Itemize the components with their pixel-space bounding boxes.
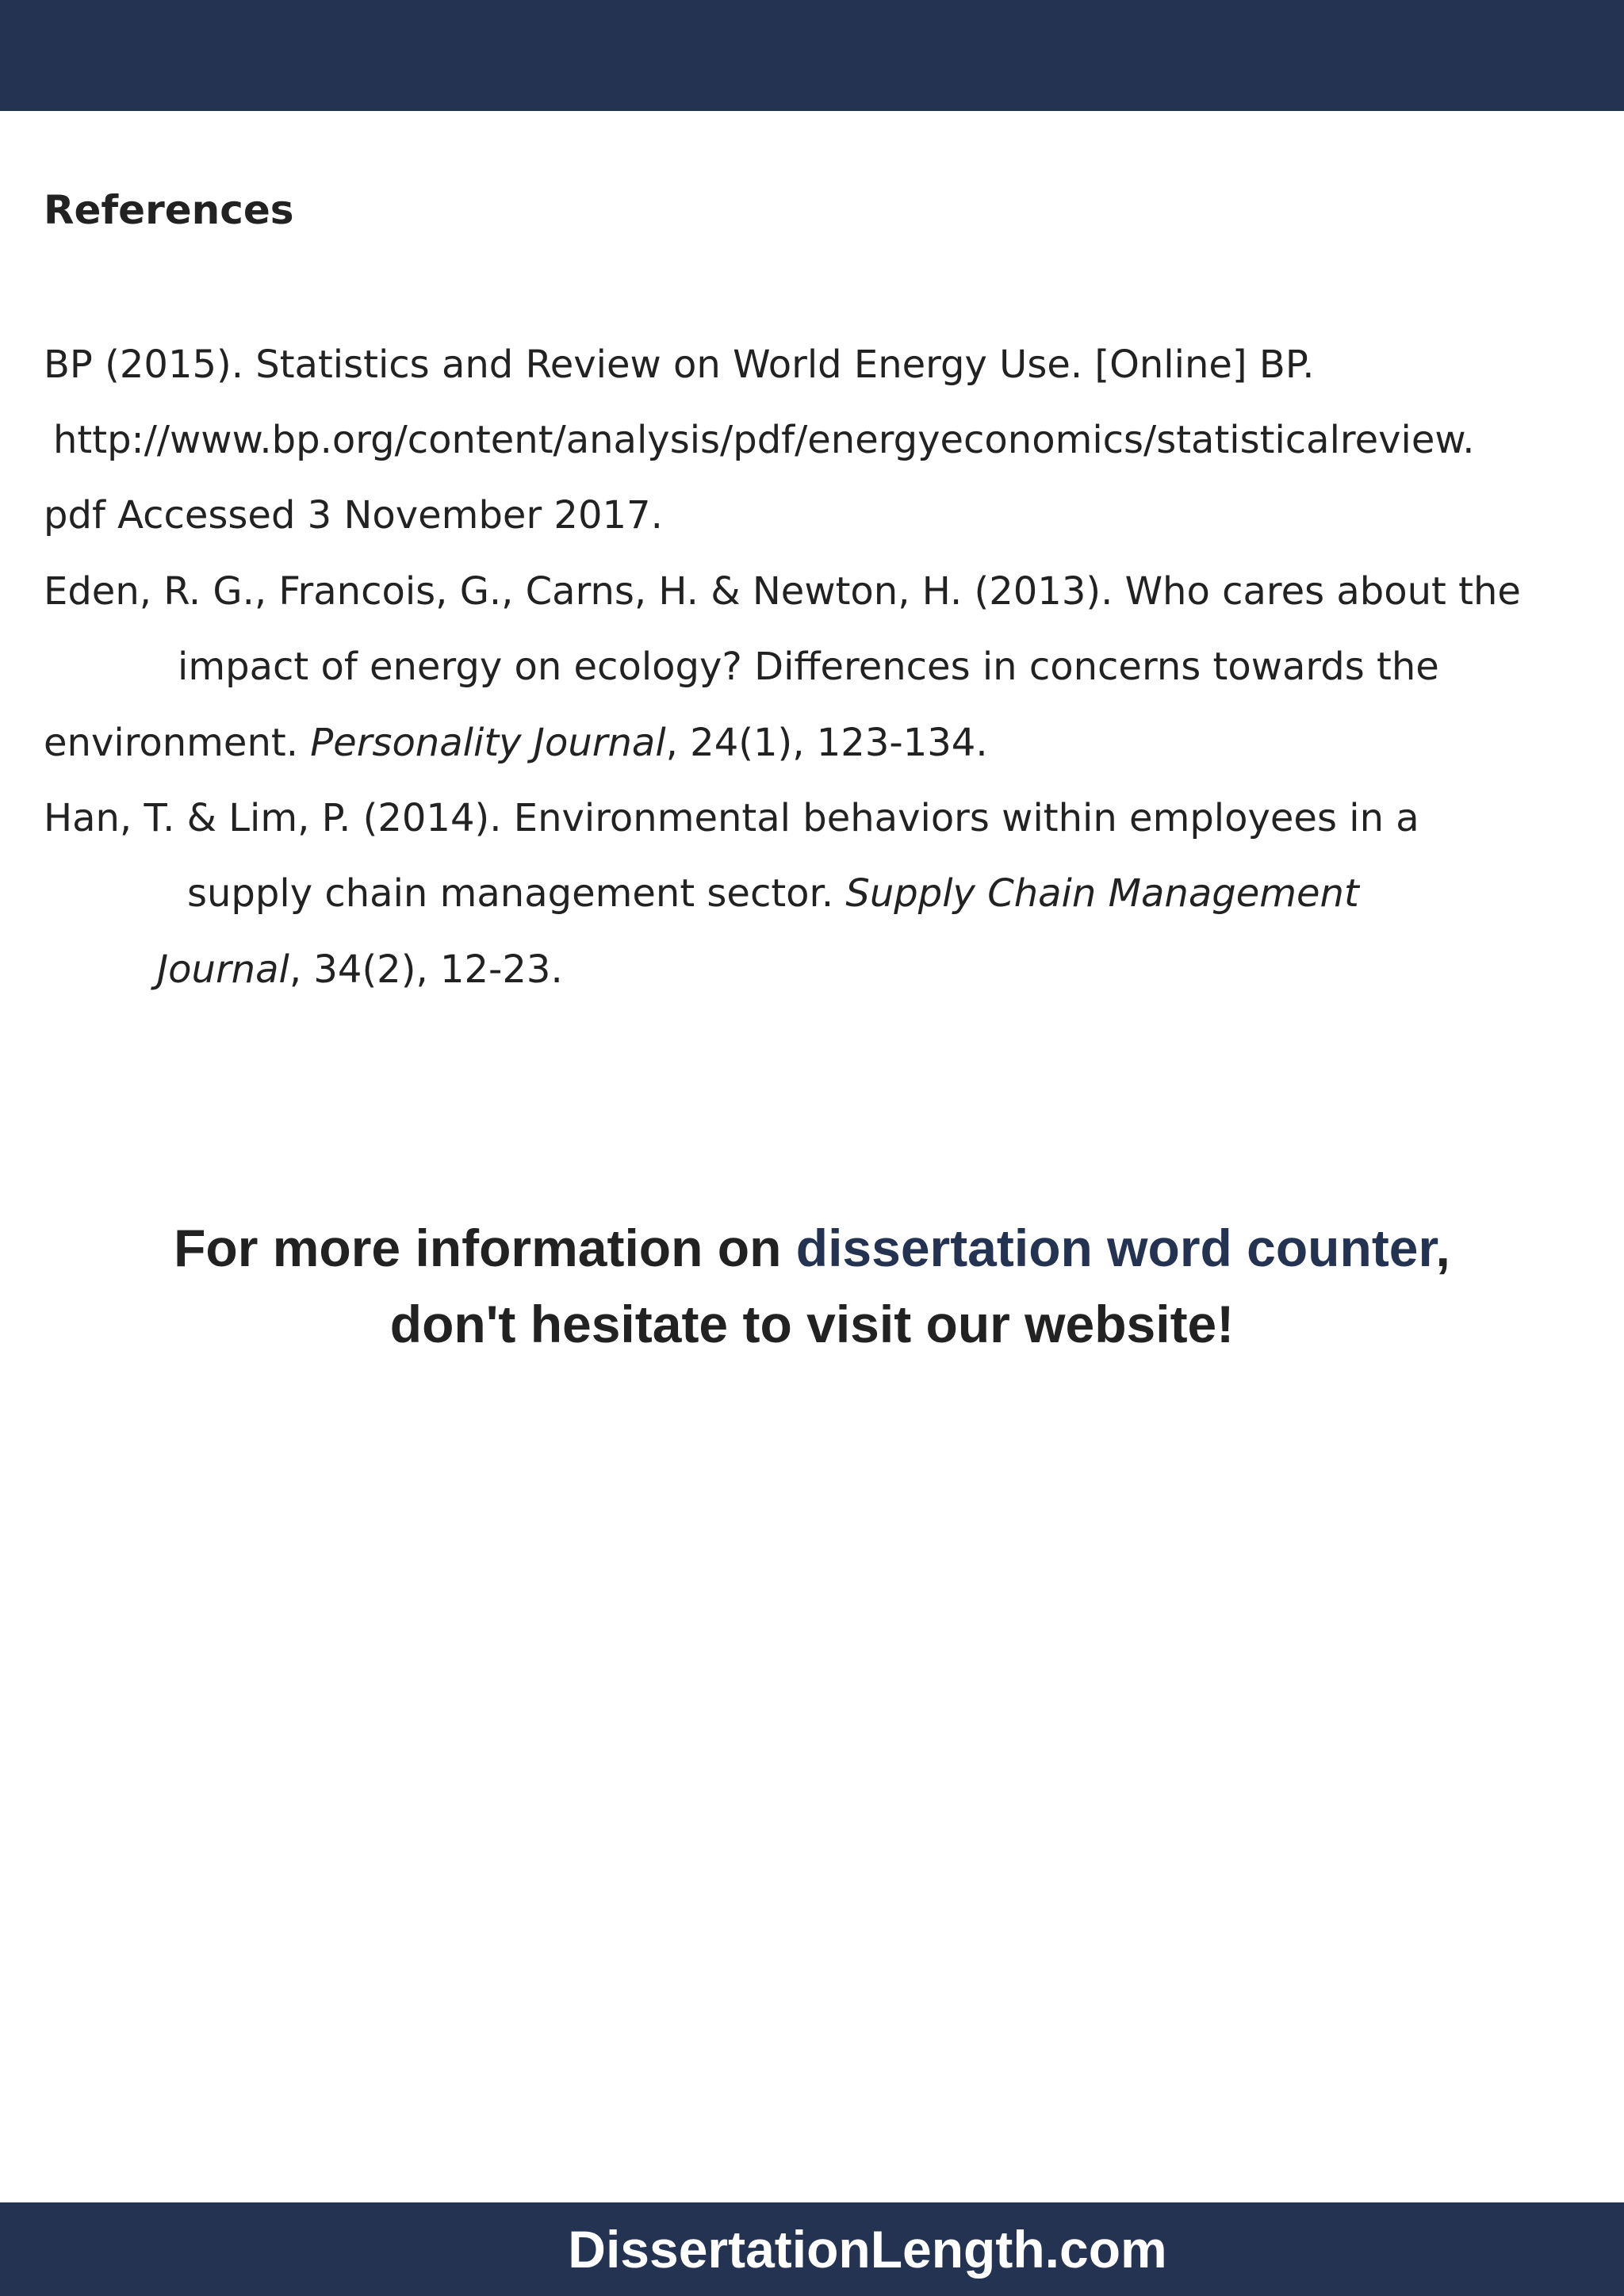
reference-text: , 24(1), 123-134.: [665, 721, 988, 765]
reference-text: pdf Accessed 3 November 2017.: [44, 493, 663, 538]
reference-3-line-3: [157, 946, 563, 993]
reference-2-line-3: [44, 719, 988, 767]
journal-title: Journal: [157, 947, 289, 992]
reference-1-line-3: [44, 492, 663, 539]
reference-text: Han, T. & Lim, P. (2014). Environmental behaviors within employees in a: [44, 796, 1419, 840]
reference-1-line-2: [53, 416, 1475, 464]
dissertation-word-counter-link[interactable]: dissertation word counter: [795, 1219, 1436, 1277]
reference-2-line-1: [44, 568, 1521, 615]
reference-text: http://www.bp.org/content/analysis/pdf/energyeconomics/statisticalreview.: [53, 418, 1475, 462]
reference-3-line-2: [187, 870, 1359, 917]
cta-line-1: [0, 1218, 1624, 1278]
reference-1-line-1: [44, 341, 1315, 388]
reference-text: Eden, R. G., Francois, G., Carns, H. & Newton, H. (2013). Who cares about the: [44, 569, 1521, 614]
references-heading: References: [44, 187, 294, 233]
reference-text: BP (2015). Statistics and Review on World Energy Use. [Online] BP.: [44, 342, 1315, 387]
journal-title: Supply Chain Management: [845, 871, 1359, 916]
cta-suffix: ,: [1435, 1219, 1450, 1277]
top-banner: [0, 0, 1624, 111]
reference-text: environment.: [44, 721, 311, 765]
reference-text: , 34(2), 12-23.: [289, 947, 563, 992]
cta-prefix: For more information on: [174, 1219, 796, 1277]
site-name: DissertationLength.com: [568, 2220, 1167, 2279]
reference-text: impact of energy on ecology? Differences in concerns towards the: [178, 645, 1439, 689]
journal-title: Personality Journal: [310, 721, 666, 765]
reference-3-line-1: [44, 794, 1419, 842]
cta-line-2: don't hesitate to visit our website!: [389, 1295, 1235, 1353]
reference-text: supply chain management sector.: [187, 871, 846, 916]
reference-2-line-2: [178, 643, 1439, 691]
